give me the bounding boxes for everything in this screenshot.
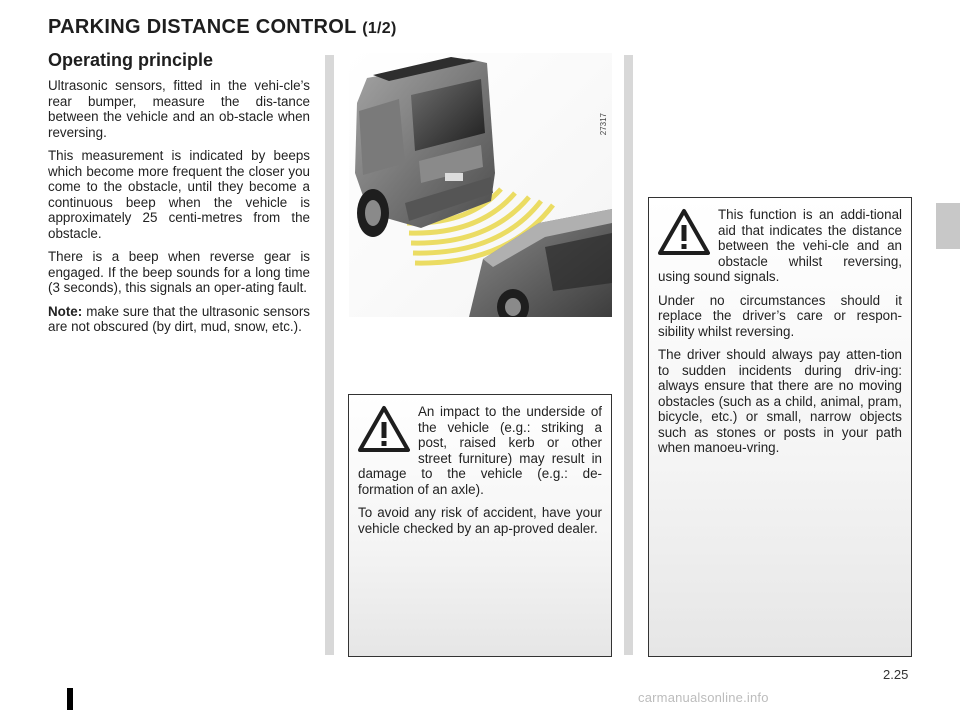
note-label: Note: xyxy=(48,303,83,319)
section-heading: Operating principle xyxy=(48,50,214,70)
chapter-tab xyxy=(936,203,960,249)
warning-triangle-icon xyxy=(658,208,710,256)
column-separator-right xyxy=(624,55,633,655)
vehicle-reversing-illustration xyxy=(349,53,612,317)
paragraph: Under no circumstances should it replace the driver’s care or respon-sibility whilst reversing. xyxy=(658,292,902,339)
paragraph: The driver should always pay atten-tion to sudden incidents during driv-ing: always ensure that there are no moving obstacles (such as a child, animal, pram, bicycle, etc.) or small, narrow objects such as stones or posts in your path when manoeu-vring. xyxy=(658,347,902,455)
paragraph: An impact to the underside of the vehicle (e.g.: striking a post, raised kerb or other street furniture) may result in damage to the vehicle (e.g.: de-formation of an axle). xyxy=(358,404,602,497)
page-title-text: PARKING DISTANCE CONTROL xyxy=(48,16,357,38)
crop-mark xyxy=(67,688,73,710)
operating-principle-text xyxy=(48,78,310,343)
figure-code: 27317 xyxy=(599,113,608,136)
paragraph: There is a beep when reverse gear is engaged. If the beep sounds for a long time (3 seconds), this signals an oper-ating fault. xyxy=(48,249,310,295)
column-separator-left xyxy=(325,55,334,655)
note-text: make sure that the ultrasonic sensors are not obscured (by dirt, mud, snow, etc.). xyxy=(48,303,310,334)
page-number: 2.25 xyxy=(883,667,909,682)
paragraph: This function is an addi-tional aid that indicates the distance between the vehi-cle and an obstacle whilst reversing, using sound signals. xyxy=(658,207,902,284)
page-title-part: (1/2) xyxy=(362,20,397,37)
page-title xyxy=(48,16,397,39)
note-paragraph xyxy=(48,304,310,335)
paragraph: This measurement is indicated by beeps which become more frequent the closer you come to the obstacle, until they become a continuous beep when the vehicle is approximately 25 centi-metres from the obstacle. xyxy=(48,148,310,241)
warning-triangle-icon xyxy=(358,405,410,453)
illustration-graphic xyxy=(349,53,612,317)
paragraph: Ultrasonic sensors, fitted in the vehi-cle’s rear bumper, measure the dis-tance between the vehicle and an ob-stacle when reversing. xyxy=(48,78,310,140)
warning-box-impact xyxy=(348,394,612,657)
watermark: carmanualsonline.info xyxy=(638,690,769,705)
paragraph: To avoid any risk of accident, have your vehicle checked by an ap-proved dealer. xyxy=(358,505,602,536)
warning-box-driver xyxy=(648,197,912,657)
